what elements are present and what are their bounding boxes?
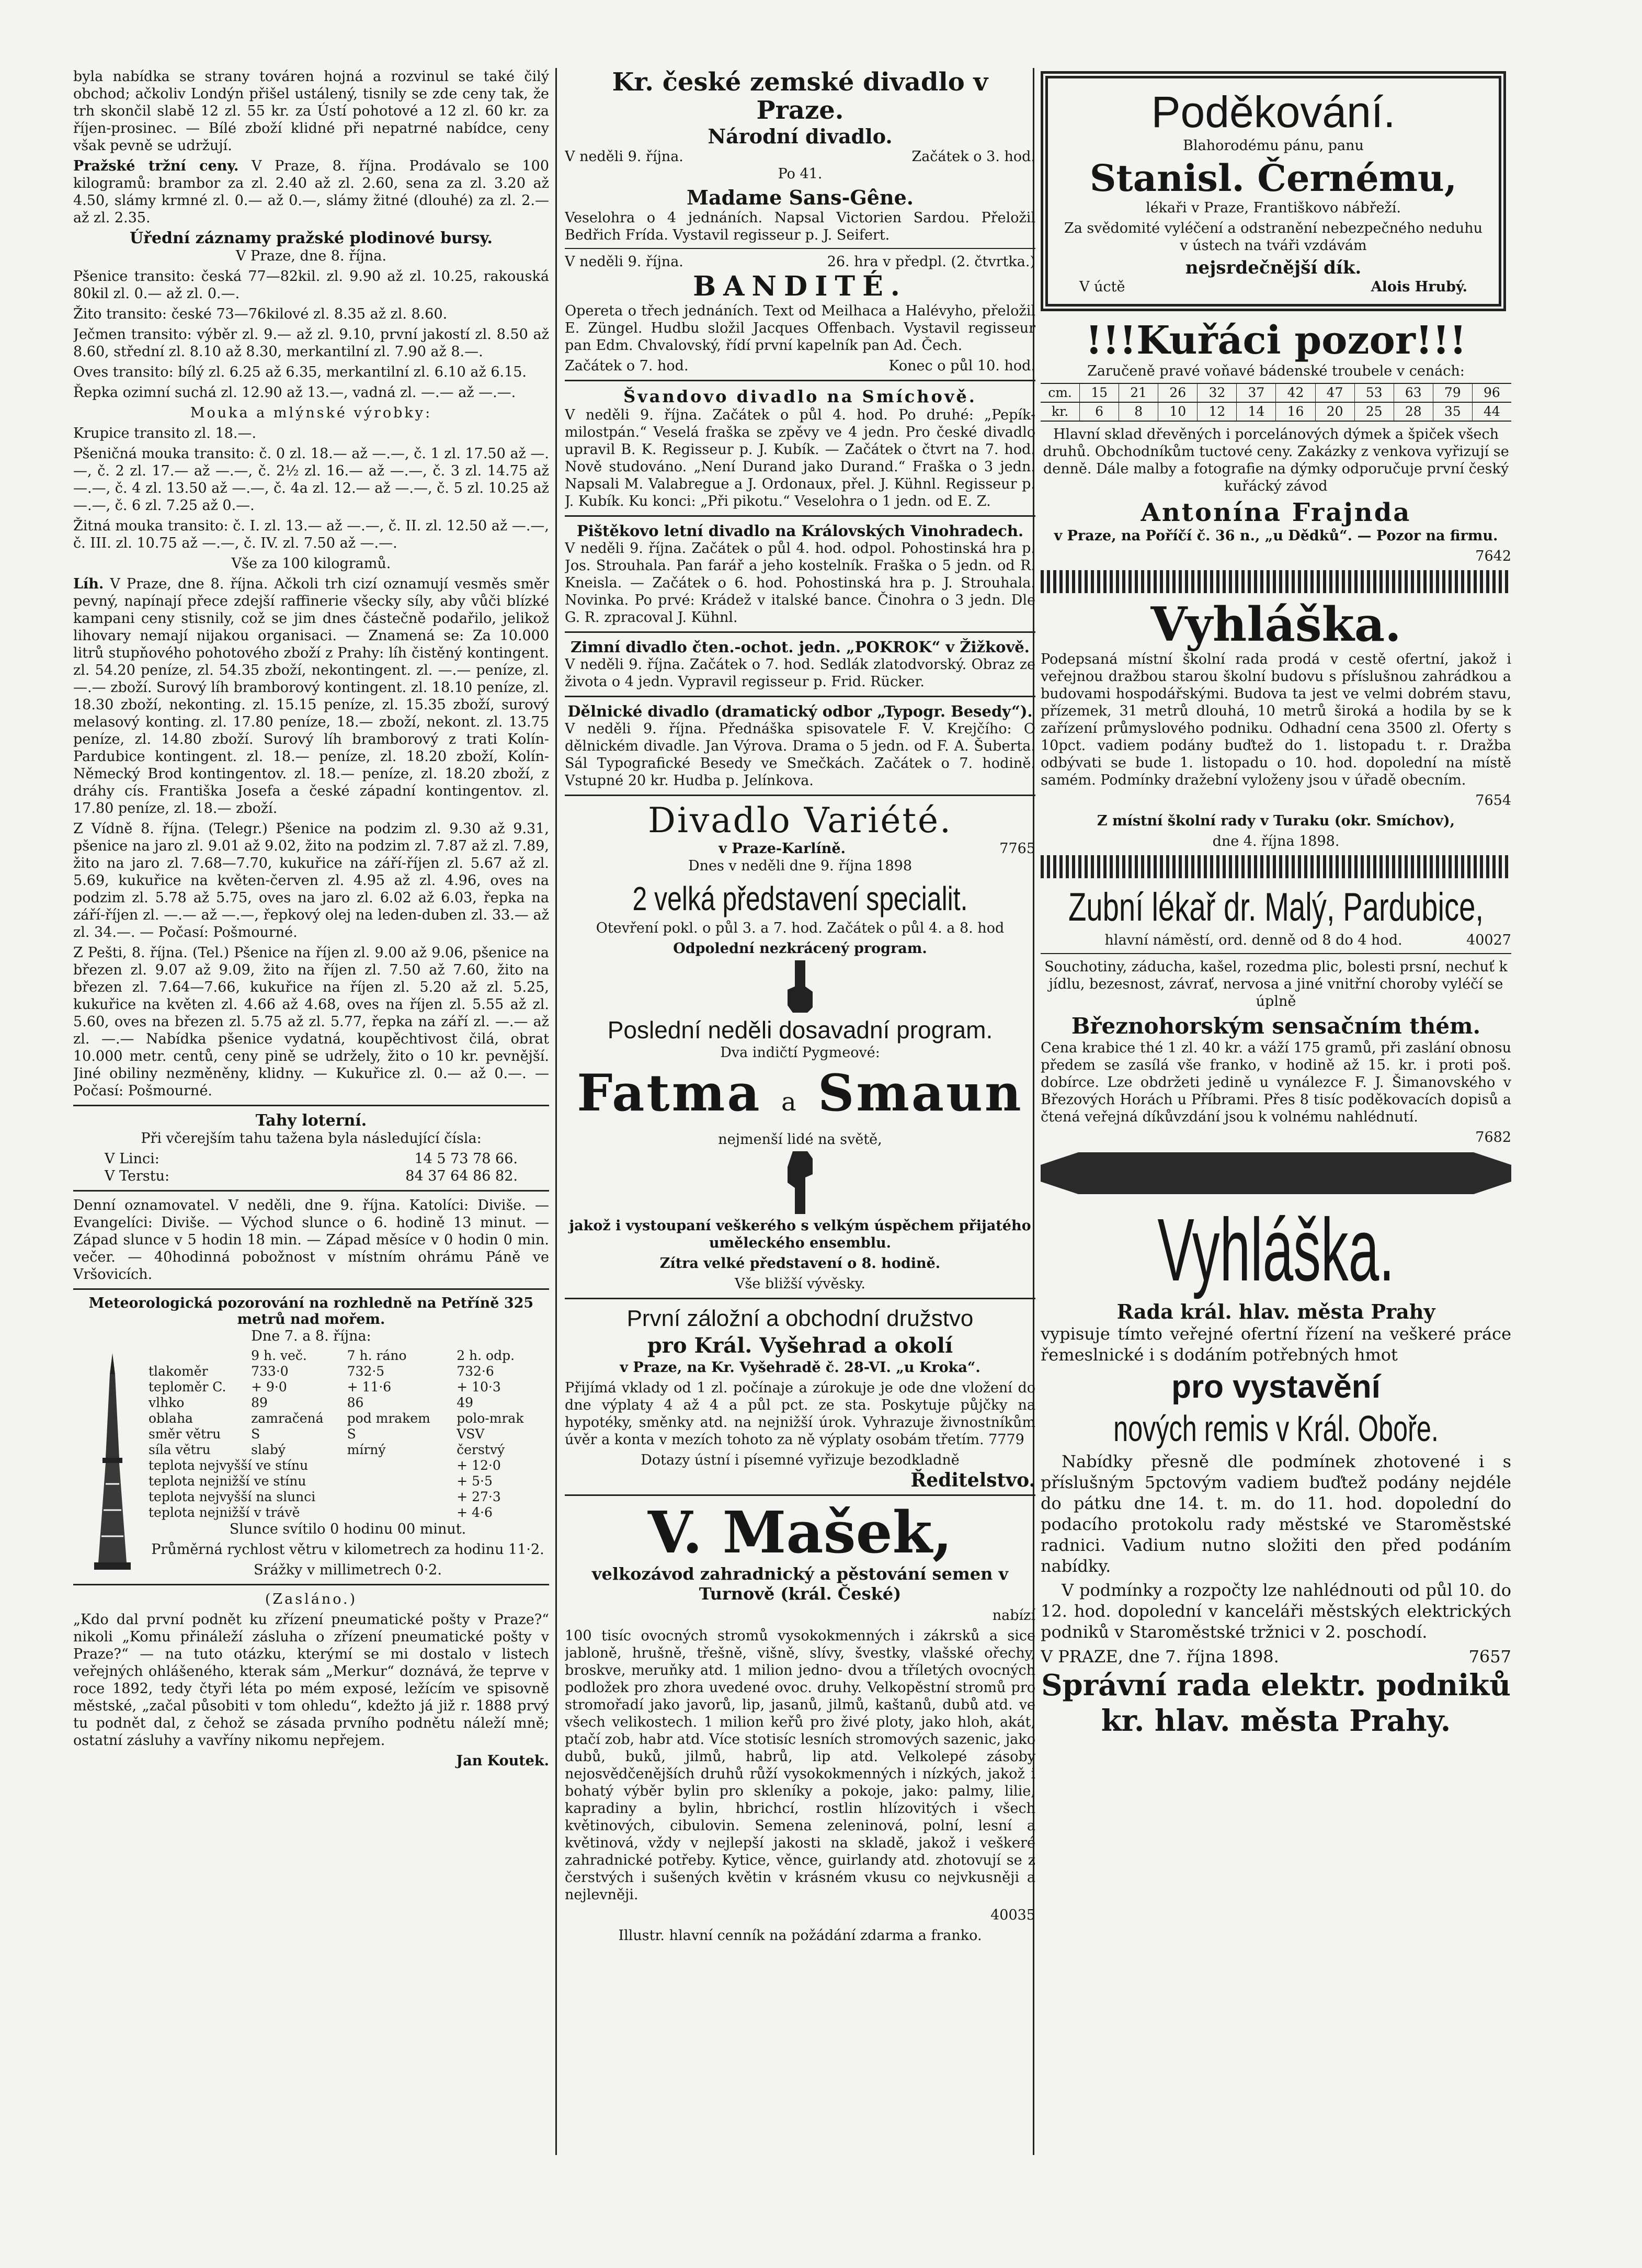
exchange-heading: Úřední záznamy pražské plodinové bursy.: [130, 229, 493, 247]
tender-heading: Vyhláška.: [1157, 1200, 1395, 1300]
exchange-line: Ječmen transito: výběr zl. 9.— až zl. 9.10, první jakostí zl. 8.50 až 8.60, střední zl. 8.10 až 8.30, merkantilní zl. 7.90 až 8.—.: [73, 326, 549, 360]
thanks-advert: [1041, 71, 1506, 311]
national-theatre-heading: Národní divadlo.: [708, 124, 893, 148]
pistek-heading: Pištěkovo letní divadlo na Královských Vinohradech.: [576, 522, 1024, 540]
variete-heading: Divadlo Variété.: [648, 800, 952, 841]
smichov-text: V neděli 9. října. Začátek o půl 4. hod. Po druhé: „Pepík-milostpán.“ Veselá fraška se zpěvy ve 4 jedn. Pro české divadlo upravil B. K. Regisseur p. J. Kubík. — Začátek o čtvrt na 7. hod. Nově studováno. „Není Durand jako Durand.“ Fraška o 3 jedn. Napsali M. Valabregue a J. Ordonaux, přel. J. Kühnl. Regisseur p. J. Kubík. Ku konci: „Při pikotu.“ Veselohra o 1 jedn. od E. Z.: [565, 407, 1035, 509]
ornamental-bar: [1041, 1152, 1511, 1194]
smokers-subheading: Zaručeně pravé voňavé bádenské troubele v cenách:: [1087, 363, 1465, 379]
meteo-heading: Meteorologická pozorování na rozhledně na Petříně 325 metrů nad mořem.: [88, 1295, 534, 1328]
thanks-to: Blahorodému pánu, panu: [1183, 138, 1364, 154]
bandite-date: V neděli 9. října.: [565, 254, 683, 270]
tender-big-2: nových remis v Král. Oboře.: [1113, 1408, 1439, 1449]
notice-heading: Vyhláška.: [1150, 597, 1401, 652]
petrin-tower-icon: [89, 1353, 136, 1578]
meteo-sun: Slunce svítilo 0 hodinu 00 minut.: [229, 1521, 466, 1537]
tender-date: V PRAZE, dne 7. října 1898.: [1041, 1647, 1279, 1666]
market-prices-text: V Praze, 8. října. Prodávalo se 100 kilogramů: brambor za zl. 2.40 až zl. 2.60, sena za zl. 3.20 až 4.50, slámy krmné zl. 0.— až 0.—, slámy žitné (dlouhé) za zl. 2.— až zl. 2.35.: [73, 158, 549, 226]
exchange-date: V Praze, dne 8. října.: [235, 248, 387, 264]
dentist-address: hlavní náměstí, ord. denně od 8 do 4 hod.: [1104, 932, 1402, 948]
variete-duo-intro: Dva indičtí Pygmeové:: [720, 1045, 880, 1061]
zaslano-heading: (Zasláno.): [265, 1591, 358, 1607]
tender-text-3: V podmínky a rozpočty lze nahlédnouti od půl 10. do 12. hod. dopolední v kanceláři městských elektrických podniků v Staroměstské tržnici v 2. poschodí.: [1041, 1580, 1511, 1642]
smokers-heading: !!!Kuřáci pozor!!!: [1085, 318, 1467, 363]
dentist-heading: Zubní lékař dr. Malý, Pardubice,: [1068, 885, 1484, 929]
ornamental-bar: [1041, 570, 1511, 593]
flour-note: Vše za 100 kilogramů.: [231, 555, 391, 572]
tea-heading: Březnohorským sensačním thém.: [1071, 1013, 1481, 1039]
meteo-wind: Průměrná rychlost větru v kilometrech za hodinu 11·2.: [151, 1541, 544, 1558]
pistek-text: V neděli 9. října. Začátek o půl 4. hod. odpol. Pohostinská hra p. Jos. Strouhala. Pan farář a jeho kostelník. Fraška o 5 jedn. od R. Kneisla. — Začátek o 6. hod. Pohostinská hra p. J. Strouhala. Novinka. Po prvé: Krádež v italské bance. Činohra o 3 jedn. Dle G. R. zpracoval J. Kühnl.: [565, 540, 1035, 626]
bandite-title: BANDITÉ.: [693, 270, 907, 302]
masek-subheading: velkozávod zahradnický a pěstování semen v Turnově (král. České): [591, 1564, 1009, 1604]
bandite-end: Konec o půl 10. hod.: [888, 358, 1035, 374]
bandite-start: Začátek o 7. hod.: [565, 358, 689, 374]
variete-date: Dnes v neděli dne 9. října 1898: [688, 858, 913, 874]
variete-afternoon: Odpolední nezkrácený program.: [673, 940, 927, 957]
variete-big-heading: 2 velká představení specialit.: [632, 880, 968, 917]
thanks-big: nejsrdečnější dík.: [1185, 257, 1362, 278]
exchange-line: Oves transito: bílý zl. 6.25 až 6.35, merkantilní zl. 6.10 až 6.15.: [73, 364, 527, 380]
tender-signature: Správní rada elektr. podniků kr. hlav. města Prahy.: [1041, 1668, 1511, 1738]
intro-paragraph: byla nabídka se strany továren hojná a rozvinul se také čilý obchod; ačkoliv Londýn přišel ustálený, tisnily se zde ceny tak, že trh skončil slabě 12 zl. 55 kr. za Ústí pohotové a 12 zl. 60 kr. za říjen-prosinec. — Bílé zboží klidné při nepatrné nabídce, ceny však pevně se udržují.: [73, 69, 549, 154]
notice-number: 7654: [1475, 792, 1511, 809]
meteo-dates: Dne 7. a 8. října:: [251, 1328, 371, 1344]
national-play-title: Madame Sans-Gêne.: [686, 186, 914, 209]
variete-smallest: nejmenší lidé na světě,: [718, 1131, 882, 1148]
column-market-reports: [73, 68, 549, 2160]
variete-number: 7765: [999, 841, 1035, 857]
thanks-text: Za svědomité vyléčení a odstranění nebezpečného neduhu v ústech na tváři vzdávám: [1064, 220, 1483, 254]
lottery-row: V Terstu: 84 37 64 86 82.: [105, 1168, 518, 1184]
variete-place: v Praze-Karlíně.: [719, 841, 846, 857]
exchange-line: Pšenice transito: česká 77—82kil. zl. 9.90 až zl. 10.25, rakouská 80kil zl. 0.— až zl. 0.—.: [73, 268, 549, 302]
masek-offer: nabízí: [992, 1607, 1035, 1624]
column-adverts: [1041, 68, 1511, 2160]
national-number: Po 41.: [778, 166, 823, 182]
notice-date: dne 4. října 1898.: [1212, 833, 1340, 849]
zaslano-signature: Jan Koutek.: [456, 1753, 549, 1769]
national-play-desc: Veselohra o 4 jednáních. Napsal Victorien Sardou. Přeložil Bedřich Frída. Vystavil regisseur p. J. Seifert.: [565, 210, 1035, 243]
meteo-table: 9 h. več. 7 h. ráno 2 h. odp. tlakoměr 733·0 732·5 732·6 teploměr C. + 9·0 + 11·6 + 10·3 vlhko 89 86 49 oblaha zamračená pod mrakem polo-mrak směr větru S S VSV síla větru slabý mírný čerstvý teplota nejvyšší ve stínu + 12·0 teplota nejnižší ve stínu + 5·5 teplota nejvyšší na slunci + 27·3 teplota nejnižší v trávě + 4·6: [149, 1348, 524, 1520]
masek-heading: V. Mašek,: [647, 1499, 953, 1566]
delnicke-text: V neděli 9. října. Přednáška spisovatele F. V. Krejčího: O dělnickém divadle. Jan Výrova. Drama o 5 jedn. od F. A. Šuberta. Sál Typografické Besedy ve Smečkách. Začátek o 7. hodině. Vstupné 20 kr. Hudba p. Jelínkova.: [565, 721, 1035, 789]
masek-number: 40035: [990, 1907, 1035, 1923]
tender-text: vypisuje tímto veřejné ofertní řízení na veškeré práce řemeslnické i s dodáním potřebných hmot: [1041, 1324, 1511, 1365]
lottery-heading: Tahy loterní.: [255, 1112, 367, 1130]
exchange-line: Řepka ozimní suchá zl. 12.90 až 13.—, vadná zl. —.— až —.—.: [73, 384, 516, 401]
tender-number: 7657: [1468, 1647, 1511, 1666]
thanks-role: lékaři v Praze, Františkovo nábřeží.: [1146, 200, 1401, 216]
meteo-rain: Srážky v millimetrech 0·2.: [254, 1562, 442, 1578]
delnicke-heading: Dělnické divadlo (dramatický odbor „Typogr. Besedy“).: [567, 702, 1033, 720]
flour-line: Krupice transito zl. 18.—.: [73, 425, 257, 441]
spirits-heading: Líh.: [73, 576, 104, 592]
theatre-heading: Kr. české zemské divadlo v Praze.: [612, 68, 988, 125]
flour-line: Žitná mouka transito: č. I. zl. 13.— až —.—, č. II. zl. 12.50 až —.—, č. III. zl. 10.75 až —.—, č. IV. zl. 7.50 až —.—.: [73, 518, 549, 551]
notice-issuer: Z místní školní rady v Turaku (okr. Smíchov),: [1097, 813, 1455, 829]
variete-ensemble: jakož i vystoupaní veškerého s velkým úspěchem přijatého uměleckého ensemblu.: [569, 1218, 1031, 1251]
tea-text: Cena krabice thé 1 zl. 40 kr. a váží 175 gramů, při zaslání obnosu předem se zasílá vše franko, v hodině až 15. kr. i proti poš. dobírce. Lze obdržeti jedině u vynálezce F. J. Šimanovského v Březových Horách u Příbrami. Přes 8 tisíc poděkovacích dopisů a čtená veřejná díkůvzdání jsou k volnému nahlédnutí.: [1041, 1040, 1511, 1125]
column-rule: [555, 68, 557, 2155]
pest-report: Z Pešti, 8. října. (Tel.) Pšenice na říjen zl. 9.00 až 9.06, pšenice na březen zl. 9.07 až 9.09, žito na říjen zl. 7.50 až 7.60, žito na březen zl. 7.64—7.66, kukuřice na říjen zl. 5.20 až zl. 5.25, kukuřice na květen zl. 4.66 až 4.68, oves na říjen zl. 5.55 až zl. 5.60, oves na březen zl. 5.75 až zl. 5.77, řepka na září zl. —.— až zl. —.— Nabídka pšenice vydatná, koupěchtivost čilá, obrat 10.000 metr. centů, ceny pině se udržely, žito o 10 kr. pevnější. Jiné obiliny nezměněny, klidny. — Kukuřice zl. 0.— až 0.—. — Počasí: Pošmourné.: [73, 945, 549, 1099]
national-date: V neděli 9. října.: [565, 149, 683, 165]
tender-big-1: pro vystavění: [1171, 1369, 1381, 1405]
flour-line: Pšeničná mouka transito: č. 0 zl. 18.— až —.—, č. 1 zl. 17.50 až —.—, č. 2 zl. 17.— až —.—, č. 2½ zl. 16.— až —.—, č. 3 zl. 14.75 až —.—, č. 4 zl. 13.50 až —.—, č. 4a zl. 12.— až —.—, č. 5 zl. 10.25 až —.—, č. 6 zl. 7.25 až 0.—.: [73, 446, 549, 514]
variete-last-program: Poslední neděli dosavadní program.: [607, 1016, 993, 1044]
smokers-number: 7642: [1475, 548, 1511, 564]
exchange-line: Žito transito: české 73—76kilové zl. 8.35 až zl. 8.60.: [73, 306, 448, 322]
smokers-firm: Antonína Frajnda: [1141, 498, 1411, 527]
zalozni-address: v Praze, na Kr. Vyšehradě č. 28-VI. „u Kroka“.: [620, 1359, 980, 1376]
bandite-subscription: 26. hra v předpl. (2. čtvrtka.): [827, 254, 1035, 270]
bandite-desc: Opereta o třech jednáních. Text od Meilhaca a Halévyho, přeložil E. Züngel. Hudbu složil Jacques Offenbach. Vystavil regisseur pan Edm. Chvalovský, řídí první kapelník pan Ad. Čech.: [565, 303, 1035, 354]
tender-text-2: Nabídky přesně dle podmínek zhotovené i s příslušným 5pctovým vadiem buďtež podány nejdéle do pátku dne 14. t. m. do 11. hod. dopolední do podacího protokolu rady městské ve Staroměstské radnici. Vadium nutno složiti den před podáním nabídky.: [1041, 1451, 1511, 1576]
tender-issuer: Rada král. hlav. města Prahy: [1116, 1300, 1435, 1323]
masek-catalog: Illustr. hlavní cenník na požádání zdarma a franko.: [618, 1927, 982, 1944]
thanks-place: V úctě: [1079, 279, 1125, 295]
zalozni-signature: Ředitelstvo.: [910, 1469, 1035, 1491]
lottery-intro: Při včerejším tahu tažena byla následující čísla:: [141, 1130, 482, 1147]
variete-times: Otevření pokl. o půl 3. a 7. hod. Začátek o půl 4. a 8. hod: [596, 920, 1005, 936]
smokers-kr-row: kr. 6 8 10 12 14 16 20 25 28 35 44: [1041, 403, 1511, 422]
vienna-report: Z Vídně 8. října. (Telegr.) Pšenice na podzim zl. 9.30 až 9.31, pšenice na jaro zl. 9.01 až 9.02, žito na podzim zl. 7.87 až zl. 7.89, žito na jaro zl. 7.68—7.70, kukuřice na září-říjen zl. 5.67 až zl. 5.69, kukuřice na květen-červen zl. 4.95 až zl. 4.96, oves na podzim zl. 5.78 až 5.75, oves na jaro zl. 6.02 až 6.03, řepka na září-říjen zl. —.— až —.—, řepkový olej na leden-duben zl. 33.— až zl. 34.—. — Počasí: Pošmourné.: [73, 821, 549, 940]
zaslano-text: „Kdo dal první podnět ku zřízení pneumatické pošty v Praze?“ nikoli „Komu přináleží zásluha o zřízení pneumatické pošty v Praze?“ — na tuto otázku, kterýmí se mi dostalo v listech veřejných ohlášeného, kterak sám „Merkur“ doznává, že teprve v roce 1892, tedy čtyři léta po mém exposé, ležícím ve spisovně městské, „začal působiti v tom ohledu“, kdežto já již r. 1888 prvý tu podnět dal, z čehož se zásada prvního podnětu náleží mně; ostatní zásluhy a vavříny nikomu nepřejem.: [73, 1612, 549, 1749]
smokers-cm-row: cm. 15 21 26 32 37 42 47 53 63 79 96: [1041, 383, 1511, 403]
smichov-heading: Švandovo divadlo na Smíchově.: [623, 387, 977, 406]
daily-calendar: Denní oznamovatel. V neděli, dne 9. října. Katolíci: Diviše. — Evangelíci: Diviše. — Východ slunce o 6. hodině 13 minut. — Západ slunce v 5 hodin 18 min. — Západ měsíce v 0 hodin 0 min. večer. — 40hodinná pobožnost v místním ohrámu Páně ve Vršovicích.: [73, 1197, 549, 1283]
zimni-text: V neděli 9. října. Začátek o 7. hod. Sedlák zlatodvorský. Obraz ze života o 4 jedn. Vypravil regisseur p. Frid. Rücker.: [565, 656, 1035, 690]
flour-heading: Mouka a mlýnské výrobky:: [190, 405, 432, 421]
pointing-hand-icon: [784, 1151, 816, 1214]
notice-text: Podepsaná místní školní rada prodá v cestě ofertní, jakož i veřejnou dražbou starou školní budovu s příslušnou zahrádkou a budovami hospodářskými. Budova ta jest ve velmi dobrém stavu, přízemek, 31 metrů dlouhá, 10 metrů široká a hodila by se k zařízení průmyslového podniku. Odhadní cena 3500 zl. Oferty s 10pct. vadiem podány buďtež do 1. listopadu t. r. Dražba odbývati se bude 1. listopadu o 10. hod. dopolední na místě samém. Podmínky dražební vyloženy jsou v úřadě obecním.: [1041, 651, 1511, 788]
ornamental-bar: [1041, 855, 1511, 878]
dentist-number: 40027: [1466, 932, 1511, 948]
pointing-hand-icon: [784, 960, 816, 1013]
zalozni-text: Přijímá vklady od 1 zl. počínaje a zúrokuje je ode dne vložení do dne výplaty 4 až 4 a půl pct. ze sta. Poskytuje půjčky na hypotéky, směnky atd. na nejnižší úrok. Vyhrazuje živnostníkům úvěr a konta v mezích tohoto za ně výplaty osobám třetím. 7779: [565, 1380, 1035, 1448]
spirits-text: V Praze, dne 8. října. Ačkoli trh cizí oznamují vesměs směr pevný, napínají přece zdejší raffinerie všecky síly, aby vůči blízké kampani ceny stisnily, což se jim dnes částečně podařilo, jelikož lihovary nemají nijakou organisaci. — Znamená se: Za 10.000 litrů stupňového pohotového zboží z Prahy: líh čistěný kontingent. zl. 54.20 peníze, zl. 54.35 zboží, nekontingent. zl. —.— peníze, zl. —.— zboží. Surový líh bramborový kontingent. zl. 18.10 peníze, zl. 18.30 zboží, nekonting. zl. 15.15 peníze, zl. 15.35 zboží, surový melasový konting. zl. 17.80 peníze, 18.— zboží, nekont. zl. 13.75 peníze, zl. 14.80 zboží. Surový líh bramborový z trati Kolín-Pardubice kontingent. zl. 18.— peníze, zl. 18.20 zboží, Kolín-Německý Brod kontingentov. zl. 18.— peníze, zl. 18.20 zboží, z dráhy cís. Františka Josefa a české západní kontingentov. zl. 17.80 peníze, zl. 18.— zboží.: [73, 576, 549, 817]
lottery-row: V Linci: 14 5 73 78 66.: [105, 1151, 518, 1167]
variete-tomorrow: Zítra velké představení o 8. hodině.: [659, 1255, 941, 1272]
national-start: Začátek o 3. hod.: [911, 149, 1035, 165]
smokers-address: v Praze, na Poříčí č. 36 n., „u Dědků“. — Pozor na firmu.: [1054, 528, 1498, 544]
smokers-text: Hlavní sklad dřevěných i porcelánových dýmek a špiček všech druhů. Obchodníkům tuctové ceny. Zakázky z venkova vyřizují se denně. Dále malby a fotografie na dýmky odporučuje první český kuřácký závod: [1043, 426, 1509, 494]
variete-names: Fatma a Smaun: [577, 1063, 1023, 1122]
zimni-heading: Zimní divadlo čten.-ochot. jedn. „POKROK“ v Žižkově.: [571, 638, 1030, 656]
market-prices-heading: Pražské tržní ceny.: [73, 158, 239, 174]
variete-more: Vše bližší vývěsky.: [735, 1276, 865, 1292]
masek-text: 100 tisíc ovocných stromů vysokokmenných i zákrsků a sice jabloně, hrušně, třešně, višně, slívy, švestky, vlašské ořechy, broskve, meruňky atd. 1 milion jedno- dvou a tříletých ovocných podložek pro zhora uvedené ovoc. druhy. Velkopěstní stromů pro stromořadí jako javorů, lip, jasanů, jilmů, kaštanů, dubů atd. ve všech velikostech. 1 milion keřů pro živé ploty, jako hloh, akát, ptačí zob, habr atd. Více stotisíc lesních stromových sazenic, jako dubů, buků, jilmů, habrů, lip atd. Velkolepé zásoby nejosvědčenějších druhů růží vysokokmenných i nízkých, jakož i bohatý výběr bylin pro skleníky a pokoje, jako: palmy, lilie, kapradiny a bylin, hbrichcí, rostlin hlízovitých i všech květinových, cibulovin. Semena zeleninová, polní, lesní a květinová, vždy v nejlepší jakosti na skladě, jakož i veškeré zahradnické potřeby. Kytice, věnce, guirlandy atd. zhotovují se z čerstvých i sušených květin v krásném vkusu co nejvkusněji a nejlevněji.: [565, 1628, 1035, 1903]
thanks-name: Stanisl. Černému,: [1089, 156, 1457, 200]
zalozni-subheading: pro Král. Vyšehrad a okolí: [647, 1333, 953, 1358]
thanks-signature: Alois Hrubý.: [1371, 279, 1467, 295]
thanks-heading: Poděkování.: [1151, 87, 1396, 137]
zalozni-note: Dotazy ústní i písemné vyřizuje bezodkladně: [641, 1452, 960, 1468]
column-theatre: [565, 68, 1035, 2160]
zalozni-heading: První záložní a obchodní družstvo: [626, 1306, 974, 1331]
tea-intro: Souchotiny, záducha, kašel, rozedma plic, bolesti prsní, nechuť k jídlu, bezesnost, závrať, nervosa a jiné vnitřní choroby vyléčí se úplně: [1044, 959, 1508, 1010]
tea-number: 7682: [1475, 1129, 1511, 1146]
